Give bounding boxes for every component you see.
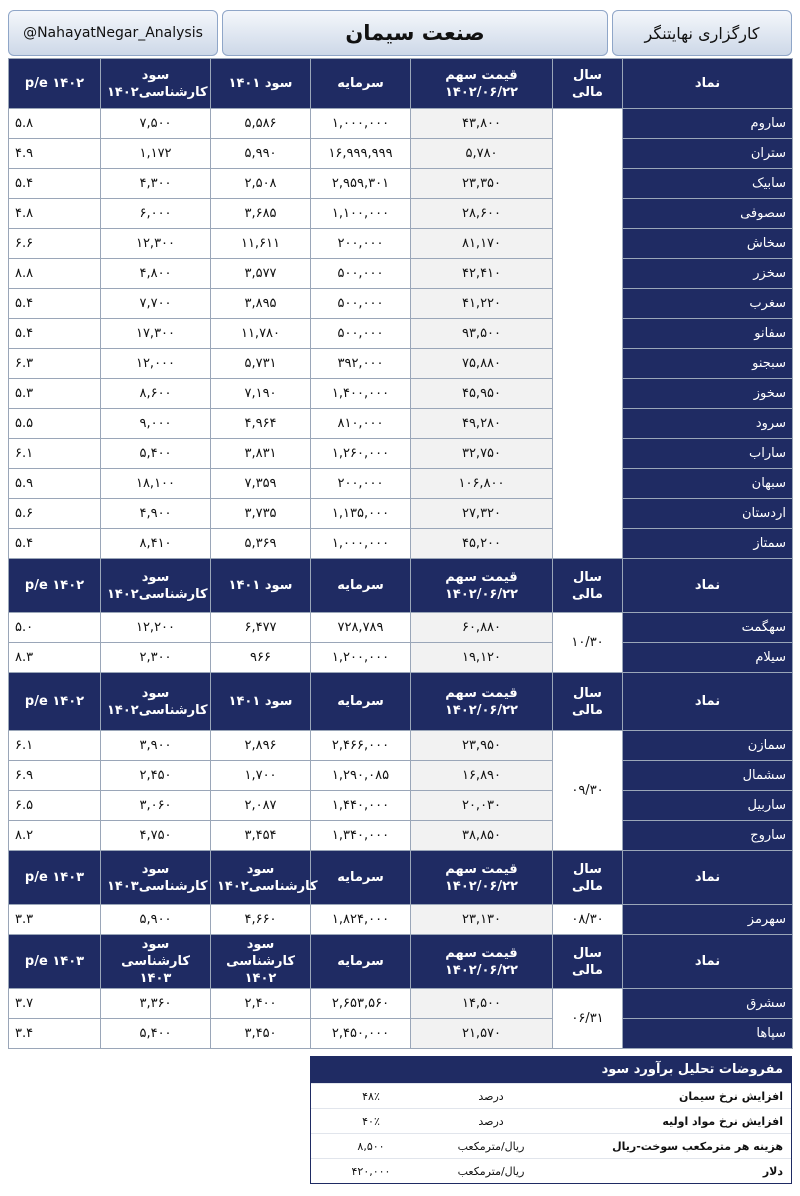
fiscal-year-cell: ۰۸/۳۰: [553, 905, 623, 935]
cell-exp: ۱۲,۳۰۰: [101, 229, 211, 259]
cell-exp: ۴,۸۰۰: [101, 259, 211, 289]
cell-capital: ۱,۱۳۵,۰۰۰: [311, 499, 411, 529]
cell-pe: ۴.۸: [9, 199, 101, 229]
cell-price: ۱۰۶,۸۰۰: [411, 469, 553, 499]
assumption-unit: درصد: [478, 1114, 504, 1128]
cell-pe: ۶.۳: [9, 349, 101, 379]
table-row: [9, 989, 793, 1019]
column-header: قیمت سهم ۱۴۰۲/۰۶/۲۲: [411, 673, 553, 731]
symbol-cell: سغرب: [623, 289, 793, 319]
assumptions-title: مفروضات تحلیل برآورد سود: [311, 1057, 791, 1083]
cell-price: ۱۹,۱۲۰: [411, 643, 553, 673]
cell-prev: ۱۱,۷۸۰: [211, 319, 311, 349]
assumption-unit: درصد: [478, 1089, 504, 1103]
cell-exp: ۱۷,۳۰۰: [101, 319, 211, 349]
cell-exp: ۸,۴۱۰: [101, 529, 211, 559]
cell-exp: ۷,۷۰۰: [101, 289, 211, 319]
cell-exp: ۸,۶۰۰: [101, 379, 211, 409]
cell-pe: ۵.۸: [9, 109, 101, 139]
cell-capital: ۱,۰۰۰,۰۰۰: [311, 529, 411, 559]
cell-prev: ۹۶۶: [211, 643, 311, 673]
cell-exp: ۵,۹۰۰: [101, 905, 211, 935]
cell-prev: ۷,۱۹۰: [211, 379, 311, 409]
column-header: سود کارشناسی ۱۴۰۳: [101, 935, 211, 989]
cell-capital: ۲,۶۵۳,۵۶۰: [311, 989, 411, 1019]
column-header: سود ۱۴۰۱: [211, 59, 311, 109]
cell-pe: ۶.۵: [9, 791, 101, 821]
table-row: [9, 731, 793, 761]
cell-prev: ۲,۵۰۸: [211, 169, 311, 199]
column-header: نماد: [623, 935, 793, 989]
assumption-label: افزایش نرخ مواد اولیه: [662, 1114, 783, 1128]
table-row: [9, 643, 793, 673]
cell-prev: ۳,۵۷۷: [211, 259, 311, 289]
table-row: [9, 409, 793, 439]
cell-exp: ۲,۳۰۰: [101, 643, 211, 673]
table-row: [9, 289, 793, 319]
cell-pe: ۳.۴: [9, 1019, 101, 1049]
column-header: سرمایه: [311, 59, 411, 109]
symbol-cell: ساروج: [623, 821, 793, 851]
table-row: [9, 1019, 793, 1049]
cell-price: ۲۷,۳۲۰: [411, 499, 553, 529]
cell-prev: ۳,۷۳۵: [211, 499, 311, 529]
cell-pe: ۳.۳: [9, 905, 101, 935]
cell-pe: ۵.۴: [9, 319, 101, 349]
cell-capital: ۷۲۸,۷۸۹: [311, 613, 411, 643]
column-header: سود کارشناسی۱۴۰۲: [101, 673, 211, 731]
cell-prev: ۱,۷۰۰: [211, 761, 311, 791]
cell-pe: ۶.۱: [9, 439, 101, 469]
cell-capital: ۱,۴۴۰,۰۰۰: [311, 791, 411, 821]
cell-prev: ۶,۴۷۷: [211, 613, 311, 643]
column-header: p/e ۱۴۰۲: [9, 59, 101, 109]
column-header: سال مالی: [553, 673, 623, 731]
group-header-row: [9, 935, 793, 989]
column-header: سال مالی: [553, 559, 623, 613]
table-row: [9, 529, 793, 559]
cell-price: ۴۲,۴۱۰: [411, 259, 553, 289]
cell-capital: ۱۶,۹۹۹,۹۹۹: [311, 139, 411, 169]
table-row: [9, 139, 793, 169]
assumption-row: [311, 1083, 791, 1108]
cell-capital: ۲,۴۵۰,۰۰۰: [311, 1019, 411, 1049]
assumption-row: [311, 1108, 791, 1133]
column-header: نماد: [623, 59, 793, 109]
symbol-cell: سهرمز: [623, 905, 793, 935]
table-row: [9, 439, 793, 469]
table-row: [9, 349, 793, 379]
cell-pe: ۵.۵: [9, 409, 101, 439]
cell-exp: ۴,۳۰۰: [101, 169, 211, 199]
cell-pe: ۵.۶: [9, 499, 101, 529]
assumption-label: هزینه هر مترمکعب سوخت-ریال: [612, 1139, 783, 1153]
cell-pe: ۸.۲: [9, 821, 101, 851]
cell-price: ۴۹,۲۸۰: [411, 409, 553, 439]
cell-prev: ۵,۵۸۶: [211, 109, 311, 139]
symbol-cell: سخاش: [623, 229, 793, 259]
symbol-cell: ستران: [623, 139, 793, 169]
cell-pe: ۵.۴: [9, 529, 101, 559]
cell-capital: ۵۰۰,۰۰۰: [311, 319, 411, 349]
cell-capital: ۱,۲۶۰,۰۰۰: [311, 439, 411, 469]
cell-prev: ۲,۸۹۶: [211, 731, 311, 761]
cement-industry-table: [8, 58, 793, 1049]
cell-exp: ۴,۷۵۰: [101, 821, 211, 851]
fiscal-year-cell: [553, 109, 623, 559]
cell-prev: ۳,۸۳۱: [211, 439, 311, 469]
cell-capital: ۲۰۰,۰۰۰: [311, 229, 411, 259]
symbol-cell: سمازن: [623, 731, 793, 761]
cell-prev: ۲,۰۸۷: [211, 791, 311, 821]
assumption-unit: ریال/مترمکعب: [457, 1164, 525, 1178]
cell-price: ۲۳,۳۵۰: [411, 169, 553, 199]
cell-exp: ۳,۹۰۰: [101, 731, 211, 761]
cell-exp: ۴,۹۰۰: [101, 499, 211, 529]
column-header: سال مالی: [553, 851, 623, 905]
column-header: نماد: [623, 673, 793, 731]
cell-price: ۴۵,۲۰۰: [411, 529, 553, 559]
page-title: صنعت سیمان: [222, 10, 608, 56]
cell-capital: ۱,۳۴۰,۰۰۰: [311, 821, 411, 851]
cell-pe: ۵.۴: [9, 289, 101, 319]
symbol-cell: ساربیل: [623, 791, 793, 821]
cell-price: ۷۵,۸۸۰: [411, 349, 553, 379]
cell-pe: ۵.۳: [9, 379, 101, 409]
cell-pe: ۵.۴: [9, 169, 101, 199]
column-header: سود کارشناسی ۱۴۰۲: [211, 935, 311, 989]
cell-price: ۳۲,۷۵۰: [411, 439, 553, 469]
cell-price: ۳۸,۸۵۰: [411, 821, 553, 851]
symbol-cell: سفانو: [623, 319, 793, 349]
column-header: قیمت سهم ۱۴۰۲/۰۶/۲۲: [411, 851, 553, 905]
symbol-cell: سخوز: [623, 379, 793, 409]
cell-pe: ۵.۹: [9, 469, 101, 499]
table-row: [9, 905, 793, 935]
cell-price: ۲۳,۹۵۰: [411, 731, 553, 761]
assumptions-panel: [310, 1056, 792, 1184]
fiscal-year-cell: ۱۰/۳۰: [553, 613, 623, 673]
cell-prev: ۷,۳۵۹: [211, 469, 311, 499]
symbol-cell: سبهان: [623, 469, 793, 499]
column-header: p/e ۱۴۰۳: [9, 935, 101, 989]
cell-prev: ۵,۹۹۰: [211, 139, 311, 169]
column-header: قیمت سهم ۱۴۰۲/۰۶/۲۲: [411, 559, 553, 613]
cell-capital: ۲,۹۵۹,۳۰۱: [311, 169, 411, 199]
cell-capital: ۸۱۰,۰۰۰: [311, 409, 411, 439]
assumption-value: ۴۸٪: [362, 1089, 380, 1103]
table-row: [9, 613, 793, 643]
assumption-value: ۴۰٪: [362, 1114, 380, 1128]
cell-exp: ۹,۰۰۰: [101, 409, 211, 439]
table-row: [9, 259, 793, 289]
column-header: سود ۱۴۰۱: [211, 559, 311, 613]
cell-exp: ۵,۴۰۰: [101, 439, 211, 469]
column-header: قیمت سهم ۱۴۰۲/۰۶/۲۲: [411, 59, 553, 109]
cell-capital: ۳۹۲,۰۰۰: [311, 349, 411, 379]
table-row: [9, 761, 793, 791]
cell-exp: ۷,۵۰۰: [101, 109, 211, 139]
symbol-cell: سمتاز: [623, 529, 793, 559]
cell-pe: ۶.۹: [9, 761, 101, 791]
symbol-cell: ساراب: [623, 439, 793, 469]
table-row: [9, 109, 793, 139]
cell-exp: ۱۲,۰۰۰: [101, 349, 211, 379]
cell-prev: ۴,۶۶۰: [211, 905, 311, 935]
cell-exp: ۱,۱۷۲: [101, 139, 211, 169]
cell-capital: ۱,۲۹۰,۰۸۵: [311, 761, 411, 791]
cell-prev: ۵,۳۶۹: [211, 529, 311, 559]
fiscal-year-cell: ۰۹/۳۰: [553, 731, 623, 851]
group-header-row: [9, 851, 793, 905]
group-header-row: [9, 59, 793, 109]
group-header-row: [9, 673, 793, 731]
table-row: [9, 821, 793, 851]
cell-exp: ۳,۳۶۰: [101, 989, 211, 1019]
cell-exp: ۲,۴۵۰: [101, 761, 211, 791]
table-row: [9, 169, 793, 199]
cell-price: ۹۳,۵۰۰: [411, 319, 553, 349]
cell-price: ۲۰,۰۳۰: [411, 791, 553, 821]
cell-capital: ۱,۲۰۰,۰۰۰: [311, 643, 411, 673]
column-header: سود کارشناسی۱۴۰۳: [101, 851, 211, 905]
column-header: سال مالی: [553, 59, 623, 109]
cell-price: ۲۸,۶۰۰: [411, 199, 553, 229]
column-header: نماد: [623, 559, 793, 613]
cell-exp: ۵,۴۰۰: [101, 1019, 211, 1049]
column-header: سود کارشناسی۱۴۰۲: [211, 851, 311, 905]
symbol-cell: سرود: [623, 409, 793, 439]
cell-pe: ۵.۰: [9, 613, 101, 643]
assumption-row: [311, 1133, 791, 1158]
table-row: [9, 319, 793, 349]
symbol-cell: سیلام: [623, 643, 793, 673]
table-row: [9, 499, 793, 529]
cell-exp: ۱۲,۲۰۰: [101, 613, 211, 643]
cell-price: ۵,۷۸۰: [411, 139, 553, 169]
cell-prev: ۳,۴۵۰: [211, 1019, 311, 1049]
cell-prev: ۳,۸۹۵: [211, 289, 311, 319]
cell-prev: ۳,۶۸۵: [211, 199, 311, 229]
symbol-cell: سهگمت: [623, 613, 793, 643]
column-header: سرمایه: [311, 935, 411, 989]
cell-capital: ۵۰۰,۰۰۰: [311, 259, 411, 289]
table-row: [9, 379, 793, 409]
cell-pe: ۶.۶: [9, 229, 101, 259]
cell-pe: ۸.۳: [9, 643, 101, 673]
cell-capital: ۱,۱۰۰,۰۰۰: [311, 199, 411, 229]
cell-exp: ۳,۰۶۰: [101, 791, 211, 821]
fiscal-year-cell: ۰۶/۳۱: [553, 989, 623, 1049]
cell-prev: ۳,۴۵۴: [211, 821, 311, 851]
column-header: سود کارشناسی۱۴۰۲: [101, 59, 211, 109]
cell-price: ۱۶,۸۹۰: [411, 761, 553, 791]
cell-price: ۸۱,۱۷۰: [411, 229, 553, 259]
cell-prev: ۱۱,۶۱۱: [211, 229, 311, 259]
cell-exp: ۶,۰۰۰: [101, 199, 211, 229]
assumption-unit: ریال/مترمکعب: [457, 1139, 525, 1153]
cell-price: ۴۵,۹۵۰: [411, 379, 553, 409]
cell-pe: ۶.۱: [9, 731, 101, 761]
column-header: سرمایه: [311, 673, 411, 731]
brand-name: کارگزاری نهایتنگر: [612, 10, 792, 56]
assumption-label: دلار: [762, 1164, 783, 1178]
cell-prev: ۴,۹۶۴: [211, 409, 311, 439]
assumption-value: ۸,۵۰۰: [357, 1139, 385, 1153]
symbol-cell: سبجنو: [623, 349, 793, 379]
symbol-cell: سشرق: [623, 989, 793, 1019]
channel-handle: @NahayatNegar_Analysis: [8, 10, 218, 56]
cell-prev: ۲,۴۰۰: [211, 989, 311, 1019]
table-row: [9, 199, 793, 229]
column-header: سود ۱۴۰۱: [211, 673, 311, 731]
assumption-label: افزایش نرخ سیمان: [678, 1089, 783, 1103]
column-header: p/e ۱۴۰۲: [9, 559, 101, 613]
group-header-row: [9, 559, 793, 613]
cell-capital: ۱,۸۲۴,۰۰۰: [311, 905, 411, 935]
column-header: سرمایه: [311, 851, 411, 905]
column-header: p/e ۱۴۰۲: [9, 673, 101, 731]
cell-price: ۶۰,۸۸۰: [411, 613, 553, 643]
cell-price: ۱۴,۵۰۰: [411, 989, 553, 1019]
column-header: نماد: [623, 851, 793, 905]
symbol-cell: اردستان: [623, 499, 793, 529]
cell-capital: ۵۰۰,۰۰۰: [311, 289, 411, 319]
column-header: قیمت سهم ۱۴۰۲/۰۶/۲۲: [411, 935, 553, 989]
symbol-cell: سصوفی: [623, 199, 793, 229]
table-row: [9, 791, 793, 821]
cell-price: ۴۳,۸۰۰: [411, 109, 553, 139]
column-header: سود کارشناسی۱۴۰۲: [101, 559, 211, 613]
column-header: سال مالی: [553, 935, 623, 989]
cell-capital: ۱,۴۰۰,۰۰۰: [311, 379, 411, 409]
cell-price: ۲۳,۱۳۰: [411, 905, 553, 935]
cell-capital: ۱,۰۰۰,۰۰۰: [311, 109, 411, 139]
assumption-value: ۴۲۰,۰۰۰: [351, 1164, 391, 1178]
table-row: [9, 469, 793, 499]
assumption-row: [311, 1158, 791, 1183]
cell-pe: ۳.۷: [9, 989, 101, 1019]
column-header: p/e ۱۴۰۳: [9, 851, 101, 905]
cell-price: ۲۱,۵۷۰: [411, 1019, 553, 1049]
cell-capital: ۲,۴۶۶,۰۰۰: [311, 731, 411, 761]
cell-exp: ۱۸,۱۰۰: [101, 469, 211, 499]
cell-pe: ۴.۹: [9, 139, 101, 169]
cell-price: ۴۱,۲۲۰: [411, 289, 553, 319]
symbol-cell: سابیک: [623, 169, 793, 199]
cell-prev: ۵,۷۳۱: [211, 349, 311, 379]
symbol-cell: سپاها: [623, 1019, 793, 1049]
cell-pe: ۸.۸: [9, 259, 101, 289]
column-header: سرمایه: [311, 559, 411, 613]
table-row: [9, 229, 793, 259]
symbol-cell: ساروم: [623, 109, 793, 139]
symbol-cell: سشمال: [623, 761, 793, 791]
cell-capital: ۲۰۰,۰۰۰: [311, 469, 411, 499]
symbol-cell: سخزر: [623, 259, 793, 289]
